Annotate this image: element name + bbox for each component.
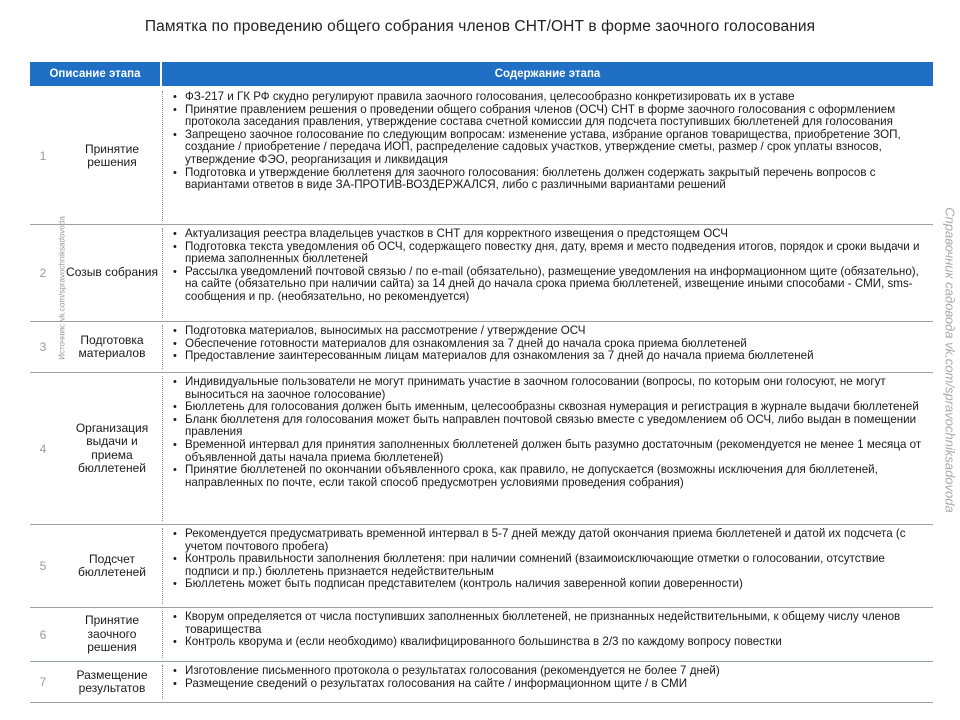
stage-bullets [170,528,930,591]
bullet-item: • Бланк бюллетеня для голосования может быть направлен почтовой связью вместе с уведомлением об ОСЧ, либо выдан в помещении правления [170,414,930,439]
stage-name: Подсчет бюллетеней [78,551,146,579]
bullet-item: • Изготовление письменного протокола о результатах голосования (рекомендуется не более 7 дней) [170,665,930,678]
stage-bullets [170,665,930,690]
column-divider [162,528,163,604]
bullet-item: • Кворум определяется от числа поступивших заполненных бюллетеней, не признанных недействительными, к общему числу членов товарищества [170,611,930,636]
stage-bullets [170,91,930,192]
row-divider [30,702,933,703]
source-caption: Источник: vk.com/spravochniksadovoda [57,216,67,360]
stage-name: Принятие заочного решения [85,613,139,655]
stage-number: 5 [39,559,47,573]
stage-bullets [170,228,930,304]
bullet-item: • Обеспечение готовности материалов для ознакомления за 7 дней до начала срока приема бюллетеней [170,338,930,351]
column-divider [162,611,163,658]
column-divider [162,91,163,221]
stage-name: Подготовка материалов [78,332,146,360]
bullet-item: • Принятие бюллетеней по окончании объявленного срока, как правило, не допускается (возможны исключения для бюллетеней, направленных по почте, если такой способ предусмотрен условиями проведения собрания) [170,464,930,489]
column-divider [162,665,163,699]
stage-number: 3 [39,340,47,354]
bullet-item: • Актуализация реестра владельцев участков в СНТ для корректного извещения о предстоящем ОСЧ [170,228,930,241]
bullet-item: • Подготовка материалов, выносимых на рассмотрение / утверждение ОСЧ [170,325,930,338]
bullet-item: • Запрещено заочное голосование по следующим вопросам: изменение устава, избрание органов товарищества, приобретение ЗОП, создание / приобретение / передача ИОП, распределение садовых участков, утверждение сметы, размер / срок уплаты взносов, утверждение ФЭО, реорганизация и ликвидация [170,129,930,167]
header-stage-description: Описание этапа [30,62,160,86]
stage-name: Принятие решения [85,141,139,169]
bullet-item: • ФЗ-217 и ГК РФ скудно регулируют правила заочного голосования, целесообразно конкретизировать их в уставе [170,91,930,104]
stage-row-5 [30,525,933,607]
watermark: Справочник садовода vk.com/spravochniksadovoda [942,207,958,513]
stage-number: 2 [39,266,47,280]
stage-number: 6 [39,627,47,642]
page-title: Памятка по проведению общего собрания членов СНТ/ОНТ в форме заочного голосования [144,18,816,35]
stage-name: Созыв собрания [66,265,158,280]
stage-bullets [170,611,930,649]
bullet-item: • Рекомендуется предусматривать временной интервал в 5-7 дней между датой окончания приема бюллетеней и датой их подсчета (с учетом почтового пробега) [170,528,930,553]
stage-number: 4 [39,441,47,456]
bullet-item: • Подготовка текста уведомления об ОСЧ, содержащего повестку дня, дату, время и место подведения итогов, порядок и сроки выдачи и приема заполненных бюллетеней [170,241,930,266]
stage-row-6 [30,608,933,661]
stage-row-7 [30,662,933,702]
stage-bullets [170,376,930,489]
bullet-item: • Рассылка уведомлений почтовой связью / по e-mail (обязательно), размещение уведомления на информационном щите (обязательно), на сайте (обязательно при наличии сайта) за 14 дней до начала срока приема бюллетеней, извещение иными способами - СМИ, sms-сообщения и пр. (необязательно, но рекомендуется) [170,266,930,304]
stage-number: 7 [39,675,47,689]
header-stage-content: Содержание этапа [162,62,933,86]
stage-row-4 [30,373,933,524]
bullet-item: • Бюллетень может быть подписан представителем (контроль наличия заверенной копии доверенности) [170,578,930,591]
stage-row-2 [30,225,933,321]
column-divider [162,376,163,521]
stage-bullets [170,325,930,363]
bullet-item: • Размещение сведений о результатах голосования на сайте / информационном щите / в СМИ [170,678,930,691]
stage-name: Размещение результатов [76,667,148,695]
column-divider [162,325,163,369]
column-divider [162,228,163,318]
bullet-item: • Бюллетень для голосования должен быть именным, целесообразны сквозная нумерация и регистрация в журнале выдачи бюллетеней [170,401,930,414]
bullet-item: • Контроль кворума и (если необходимо) квалифицированного большинства в 2/3 по каждому вопросу повестки [170,636,930,649]
stage-number: 1 [39,149,47,163]
bullet-item: • Контроль правильности заполнения бюллетеня: при наличии сомнений (взаимоисключающие отметки о голосовании, отсутствие подписи и пр.) бюллетень признается недействительным [170,553,930,578]
bullet-item: • Принятие правлением решения о проведении общего собрания членов (ОСЧ) СНТ в форме заочного голосования с оформлением протокола заседания правления, утверждение состава счетной комиссии для подсчета поступивших бюллетеней для голосования [170,104,930,129]
bullet-item: • Предоставление заинтересованным лицам материалов для ознакомления за 7 дней до начала приема бюллетеней [170,350,930,363]
stage-row-1 [30,88,933,224]
bullet-item: • Временной интервал для принятия заполненных бюллетеней должен быть разумно достаточным (рекомендуется не менее 1 месяца от объявленной даты начала приема бюллетеней) [170,439,930,464]
bullet-item: • Индивидуальные пользователи не могут принимать участие в заочном голосовании (вопросы, по которым они голосуют, не могут выноситься на заочное голосование) [170,376,930,401]
stage-row-3 [30,322,933,372]
bullet-item: • Подготовка и утверждение бюллетеня для заочного голосования: бюллетень должен содержать закрытый перечень вопросов с вариантами ответов в виде ЗА-ПРОТИВ-ВОЗДЕРЖАЛСЯ, либо с различными вариантами решений [170,167,930,192]
stage-name: Организация выдачи и приема бюллетеней [75,420,149,475]
